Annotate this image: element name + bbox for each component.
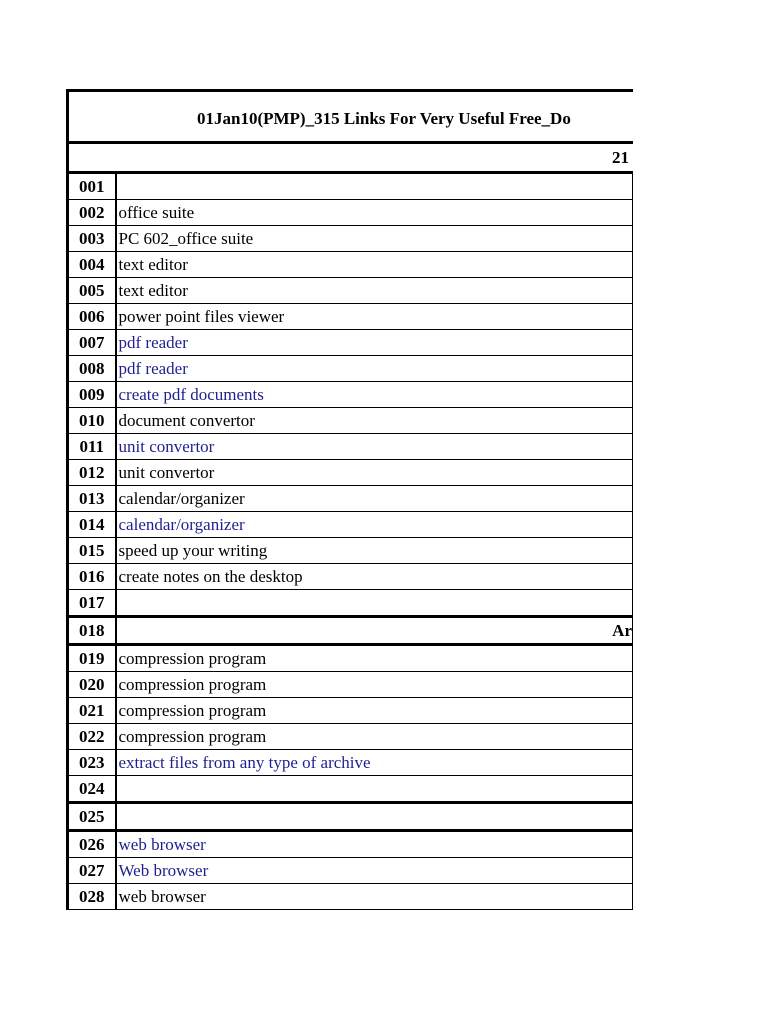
table-row: [68, 724, 633, 750]
table-row: [68, 831, 633, 858]
row-description: [116, 173, 633, 200]
row-description: create notes on the desktop: [116, 564, 633, 590]
table-row: [68, 304, 633, 330]
page-title: 01Jan10(PMP)_315 Links For Very Useful Free_Do: [197, 109, 571, 128]
row-description: web browser: [116, 884, 633, 910]
table-row: [68, 330, 633, 356]
row-number: 008: [68, 356, 116, 382]
row-description: text editor: [116, 278, 633, 304]
row-number: 020: [68, 672, 116, 698]
table-row: [68, 226, 633, 252]
link-description[interactable]: create pdf documents: [116, 382, 633, 408]
row-number: 013: [68, 486, 116, 512]
row-number: 009: [68, 382, 116, 408]
table-row: [68, 858, 633, 884]
row-number: 022: [68, 724, 116, 750]
row-number: 012: [68, 460, 116, 486]
subheader-label: 21: [612, 148, 629, 167]
link-description[interactable]: pdf reader: [116, 356, 633, 382]
row-number: 006: [68, 304, 116, 330]
table-row: [68, 750, 633, 776]
row-number: 023: [68, 750, 116, 776]
row-description: text editor: [116, 252, 633, 278]
title-row: [66, 89, 633, 141]
table-row: [68, 803, 633, 831]
link-description[interactable]: web browser: [116, 831, 633, 858]
row-number: 028: [68, 884, 116, 910]
section-header: Ar: [116, 617, 633, 645]
table-row: [68, 884, 633, 910]
link-description[interactable]: extract files from any type of archive: [116, 750, 633, 776]
row-description: unit convertor: [116, 460, 633, 486]
row-description: speed up your writing: [116, 538, 633, 564]
row-number: 001: [68, 173, 116, 200]
table-row: [68, 564, 633, 590]
row-description: [116, 803, 633, 831]
row-number: 017: [68, 590, 116, 617]
table-row: [68, 698, 633, 724]
links-table: [66, 171, 633, 910]
row-description: calendar/organizer: [116, 486, 633, 512]
table-row: [68, 408, 633, 434]
table-row: [68, 538, 633, 564]
link-description[interactable]: calendar/organizer: [116, 512, 633, 538]
table-row: [68, 434, 633, 460]
table-row: [68, 278, 633, 304]
link-description[interactable]: pdf reader: [116, 330, 633, 356]
link-description[interactable]: unit convertor: [116, 434, 633, 460]
row-description: compression program: [116, 724, 633, 750]
row-description: [116, 776, 633, 803]
spreadsheet: [66, 89, 633, 910]
row-number: 025: [68, 803, 116, 831]
row-description: office suite: [116, 200, 633, 226]
row-description: compression program: [116, 645, 633, 672]
table-row: [68, 512, 633, 538]
table-row: [68, 617, 633, 645]
row-number: 026: [68, 831, 116, 858]
table-row: [68, 645, 633, 672]
row-number: 016: [68, 564, 116, 590]
row-number: 015: [68, 538, 116, 564]
links-table-body: [68, 173, 633, 910]
table-row: [68, 672, 633, 698]
table-row: [68, 200, 633, 226]
table-row: [68, 382, 633, 408]
row-number: 024: [68, 776, 116, 803]
table-row: [68, 252, 633, 278]
row-number: 027: [68, 858, 116, 884]
row-description: compression program: [116, 672, 633, 698]
row-description: power point files viewer: [116, 304, 633, 330]
row-number: 005: [68, 278, 116, 304]
row-number: 002: [68, 200, 116, 226]
row-number: 003: [68, 226, 116, 252]
table-row: [68, 590, 633, 617]
table-row: [68, 173, 633, 200]
row-description: compression program: [116, 698, 633, 724]
row-number: 007: [68, 330, 116, 356]
row-description: [116, 590, 633, 617]
row-number: 014: [68, 512, 116, 538]
subheader-row: [66, 141, 633, 171]
link-description[interactable]: Web browser: [116, 858, 633, 884]
row-number: 010: [68, 408, 116, 434]
row-number: 011: [68, 434, 116, 460]
row-description: PC 602_office suite: [116, 226, 633, 252]
row-number: 019: [68, 645, 116, 672]
row-description: document convertor: [116, 408, 633, 434]
row-number: 018: [68, 617, 116, 645]
table-row: [68, 460, 633, 486]
row-number: 021: [68, 698, 116, 724]
table-row: [68, 776, 633, 803]
row-number: 004: [68, 252, 116, 278]
table-row: [68, 486, 633, 512]
table-row: [68, 356, 633, 382]
